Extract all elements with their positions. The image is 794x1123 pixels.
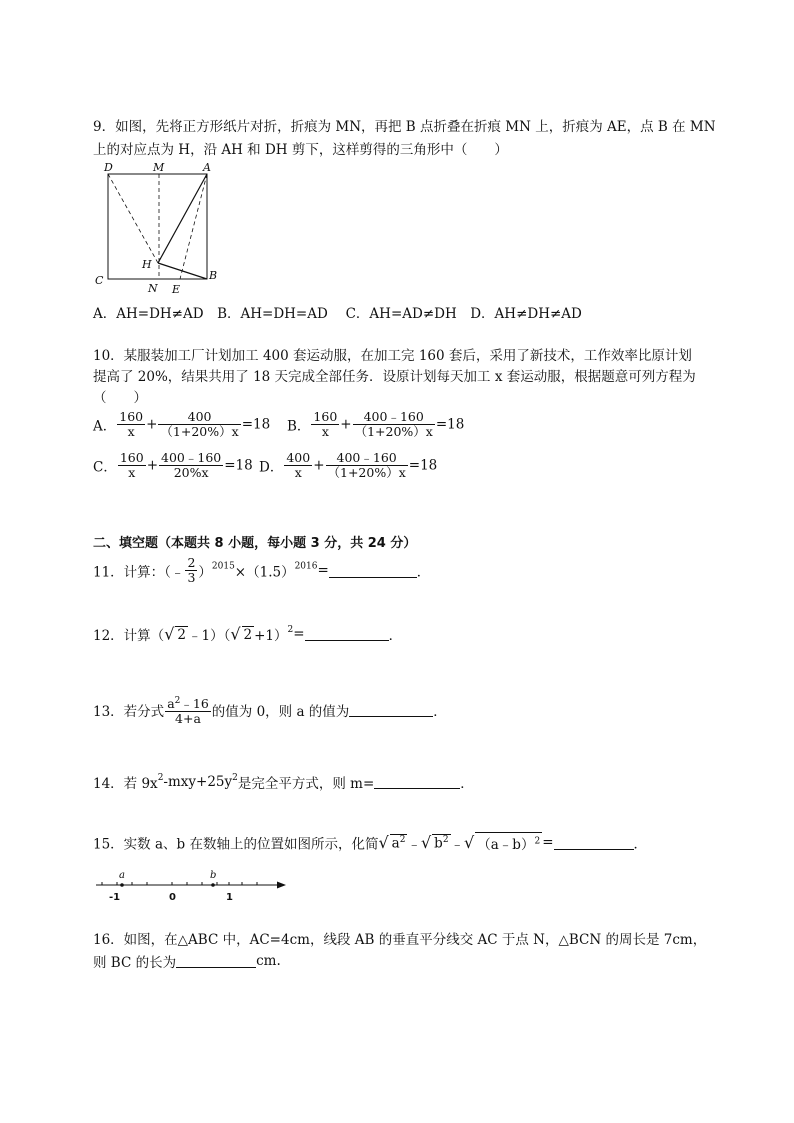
label-b: b [210, 870, 217, 881]
q14-answer-blank[interactable] [374, 775, 460, 789]
q10-stem-line1: 10．某服装加工厂计划加工 400 套运动服，在加工完 160 套后，采用了新技术，工作效率比原计划 [93, 348, 692, 364]
q9-stem-line2: 上的对应点为 H，沿 AH 和 DH 剪下，这样剪得的三角形中（ ） [93, 142, 508, 158]
hb-line [158, 263, 207, 279]
q15-number-line [92, 866, 292, 906]
label-A: A [203, 161, 211, 174]
tick-label-neg1: -1 [109, 892, 121, 903]
label-D: D [104, 161, 113, 174]
q10-stem-line3: （ ） [93, 390, 147, 406]
label-M: M [153, 161, 165, 174]
q16-answer-blank[interactable] [176, 954, 256, 968]
q12-line: 12．计算（√ 2 ﹣1）（√ 2 +1）$^2$= ． [93, 624, 403, 644]
point-a [120, 883, 124, 887]
label-B: B [209, 269, 218, 282]
q16-line2: 则 BC 的长为 cm. [93, 953, 281, 971]
tick-label-0: 0 [169, 892, 176, 903]
label-a: a [119, 870, 125, 881]
q11-answer-blank[interactable] [329, 564, 417, 578]
q14-line: 14．若 $9x^2-mxy+25y^2$是完全平方式，则 m= ． [93, 773, 474, 792]
section-heading: 二、填空题（本题共 8 小题，每小题 3 分，共 24 分） [93, 536, 417, 551]
q9-stem-line1: 9．如图，先将正方形纸片对折，折痕为 MN，再把 B 点折叠在折痕 MN 上，折痕为 AE，点 B 在 MN [93, 119, 716, 135]
q10-option-d: D． $\frac{400}{x}$ + $\frac{400﹣160}{(1+20\%)x}$ =18 [259, 450, 438, 480]
label-N: N [148, 282, 158, 295]
q11-line: 11．计算：（﹣ $\frac{2}{3}$ ）$^{2015}\times(1.5)^{2016}=$ ． [93, 555, 431, 585]
square-outline [108, 174, 207, 279]
q10-option-b: B． $\frac{160}{x}$ + $\frac{400﹣160}{(1+20\%)x}$ =18 [287, 409, 465, 439]
ah-line [158, 174, 207, 263]
ae-fold [180, 174, 207, 279]
tick-label-1: 1 [226, 892, 233, 903]
q9-options: A．AH=DH≠AD B．AH=DH=AD C．AH=AD≠DH D．AH≠DH≠AD [93, 306, 582, 322]
q13-line: 13．若分式 $\frac{a^2﹣16}{4+a}$ 的值为 0，则 a 的值为 ． [93, 696, 447, 727]
q15-answer-blank[interactable] [554, 836, 634, 850]
dh-cut [108, 174, 158, 263]
q10-option-a: A． $\frac{160}{x}$ + $\frac{400}{(1+20\%)x}$ =18 [93, 409, 271, 439]
q15-line: 15．实数 a、b 在数轴上的位置如图所示，化简√ $a^2$ ﹣√ $b^2$ ﹣√ （a﹣b）$^2$ = ． [93, 833, 647, 853]
label-H: H [142, 258, 152, 271]
q10-stem-line2: 提高了 20%，结果共用了 18 天完成全部任务．设原计划每天加工 x 套运动服，根据题意可列方程为 [93, 369, 696, 385]
q12-answer-blank[interactable] [305, 627, 389, 641]
axis-arrow [277, 882, 286, 889]
label-C: C [95, 274, 104, 287]
q13-answer-blank[interactable] [349, 703, 433, 717]
q9-square-figure [92, 160, 232, 300]
q16-line1: 16．如图，在△ABC 中，AC=4cm，线段 AB 的垂直平分线交 AC 于点 N，△BCN 的周长是 7cm， [93, 932, 707, 948]
label-E: E [172, 283, 181, 296]
q10-option-c: C． $\frac{160}{x}$ + $\frac{400﹣160}{20\%x}$ =18 [93, 450, 253, 480]
point-b [211, 883, 215, 887]
